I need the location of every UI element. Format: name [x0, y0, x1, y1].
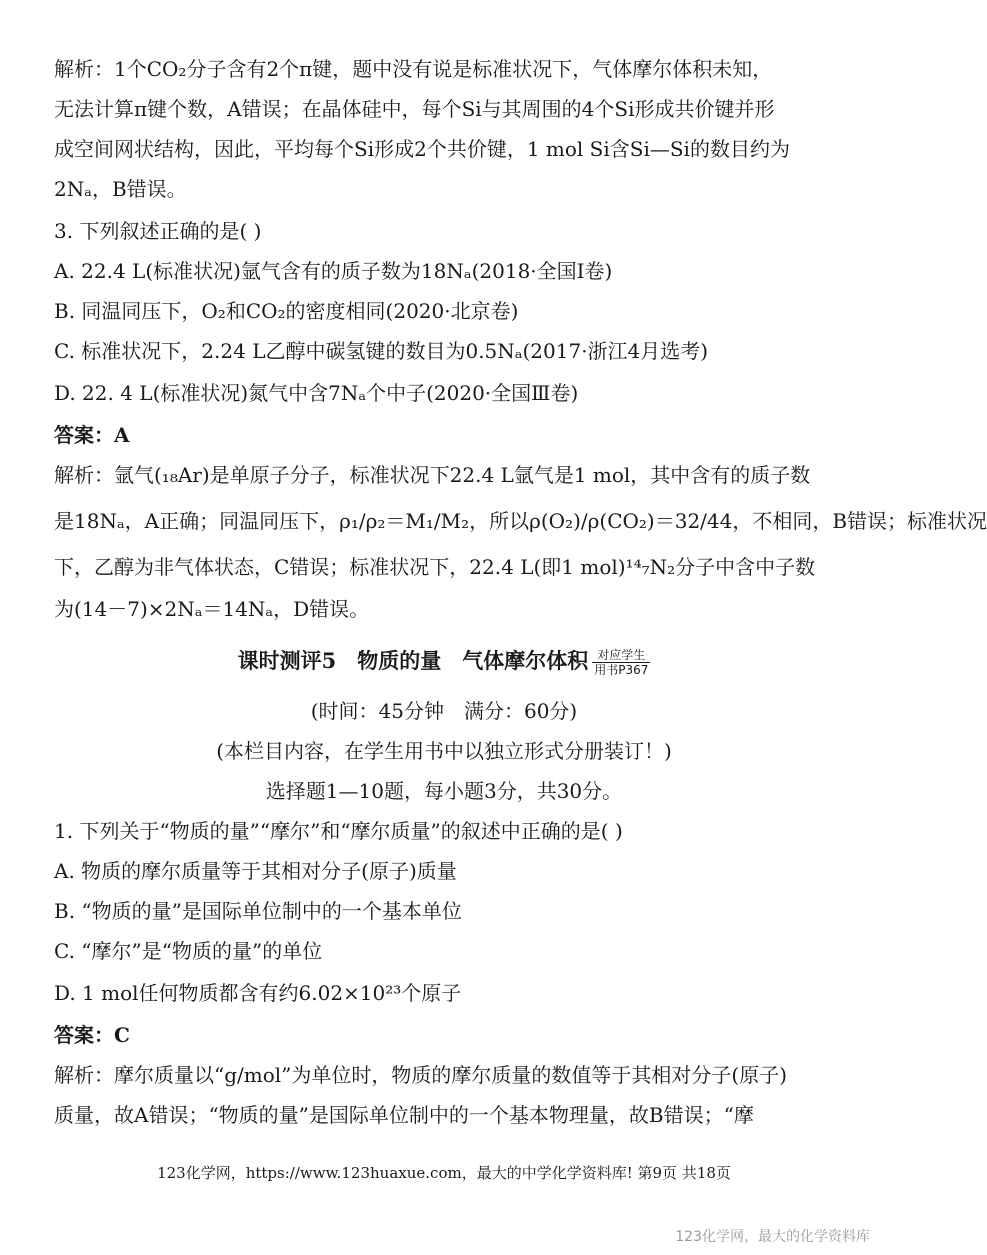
question-1-option-b: B. “物质的量”是国际单位制中的一个基本单位 — [54, 899, 462, 923]
question-1-answer: 答案：C — [54, 1023, 130, 1047]
question-3-stem: 3. 下列叙述正确的是( ) — [54, 219, 262, 243]
analysis-line-1: 解析：1个CO₂分子含有2个π键，题中没有说是标准状况下，气体摩尔体积未知， — [54, 57, 773, 81]
question-3-analysis-3: 下，乙醇为非气体状态，C错误；标准状况下，22.4 L(即1 mol)¹⁴₇N₂分子中含中子数 — [54, 555, 816, 579]
question-1-option-a: A. 物质的摩尔质量等于其相对分子(原子)质量 — [54, 859, 457, 883]
question-3-option-d: D. 22. 4 L(标准状况)氮气中含7Nₐ个中子(2020·全国Ⅲ卷) — [54, 381, 579, 405]
question-3-option-b: B. 同温同压下，O₂和CO₂的密度相同(2020·北京卷) — [54, 299, 519, 323]
question-1-stem: 1. 下列关于“物质的量”“摩尔”和“摩尔质量”的叙述中正确的是( ) — [54, 819, 623, 843]
question-3-analysis-2: 是18Nₐ，A正确；同温同压下，ρ₁/ρ₂＝M₁/M₂，所以ρ(O₂)/ρ(CO₂)＝32/44，不相同，B错误；标准状况 — [54, 509, 987, 533]
reference-bottom: 用书P367 — [594, 663, 649, 677]
analysis-line-3: 成空间网状结构，因此，平均每个Si形成2个共价键，1 mol Si含Si—Si的数目约为 — [54, 137, 790, 161]
question-3-answer: 答案：A — [54, 423, 130, 447]
analysis-line-4: 2Nₐ，B错误。 — [54, 177, 187, 201]
question-3-analysis-4: 为(14－7)×2Nₐ＝14Nₐ，D错误。 — [54, 597, 370, 621]
watermark: 123化学网，最大的化学资料库 — [675, 1229, 870, 1245]
analysis-line-2: 无法计算π键个数，A错误；在晶体硅中，每个Si与其周围的4个Si形成共价键并形 — [54, 97, 775, 121]
reference-top: 对应学生 — [592, 648, 650, 663]
question-3-analysis-1: 解析：氩气(₁₈Ar)是单原子分子，标准状况下22.4 L氩气是1 mol，其中含有的质子数 — [54, 463, 811, 487]
question-1-analysis-1: 解析：摩尔质量以“g/mol”为单位时，物质的摩尔质量的数值等于其相对分子(原子) — [54, 1063, 787, 1087]
section-title: 课时测评5 物质的量 气体摩尔体积 — [237, 648, 589, 673]
section-header — [0, 646, 888, 677]
binding-note: (本栏目内容，在学生用书中以独立形式分册装订！) — [216, 739, 672, 763]
textbook-reference — [592, 648, 650, 677]
instructions-line: 选择题1—10题，每小题3分，共30分。 — [265, 779, 623, 803]
time-score-line: (时间：45分钟 满分：60分) — [310, 699, 578, 723]
page-footer: 123化学网，https://www.123huaxue.com，最大的中学化学资料库! 第9页 共18页 — [157, 1164, 731, 1182]
question-3-option-a: A. 22.4 L(标准状况)氩气含有的质子数为18Nₐ(2018·全国Ⅰ卷) — [54, 259, 613, 283]
question-1-option-d: D. 1 mol任何物质都含有约6.02×10²³个原子 — [54, 981, 462, 1005]
question-1-option-c: C. “摩尔”是“物质的量”的单位 — [54, 939, 323, 963]
question-3-option-c: C. 标准状况下，2.24 L乙醇中碳氢键的数目为0.5Nₐ(2017·浙江4月选考) — [54, 339, 709, 363]
question-1-analysis-2: 质量，故A错误；“物质的量”是国际单位制中的一个基本物理量，故B错误；“摩 — [54, 1103, 754, 1127]
